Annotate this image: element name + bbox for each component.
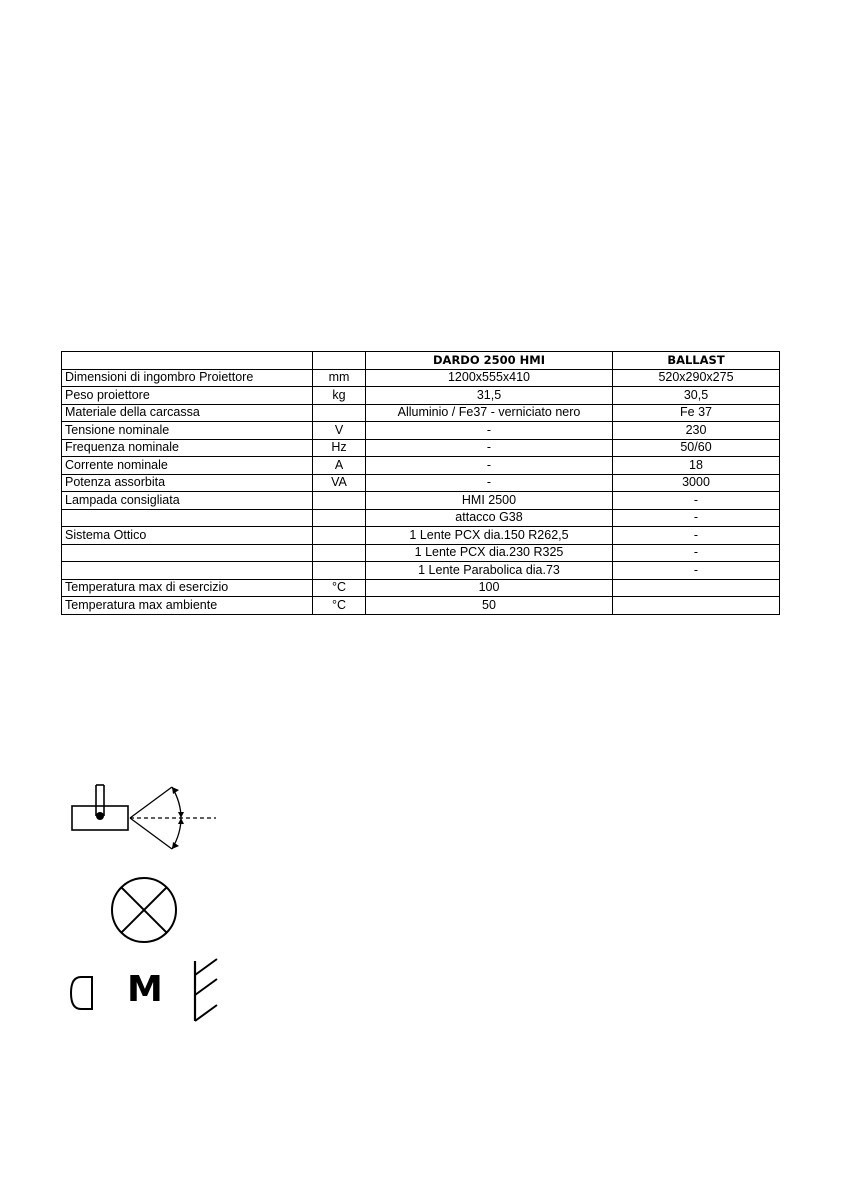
- cell-unit: [313, 509, 366, 527]
- cell-ballast: -: [613, 492, 780, 510]
- cell-ballast: BALLAST: [613, 352, 780, 370]
- table-row: [62, 439, 780, 457]
- cell-unit: [313, 527, 366, 545]
- cell-parameter: [62, 509, 313, 527]
- table-row: [62, 509, 780, 527]
- cell-ballast: -: [613, 527, 780, 545]
- cell-unit: [313, 492, 366, 510]
- lamp-icon: [108, 874, 180, 946]
- cell-dardo: DARDO 2500 HMI: [366, 352, 613, 370]
- cell-parameter: Sistema Ottico: [62, 527, 313, 545]
- cell-parameter: [62, 544, 313, 562]
- table-row: [62, 474, 780, 492]
- table-row: [62, 369, 780, 387]
- spec-table-body: [62, 352, 780, 615]
- table-row: [62, 579, 780, 597]
- cell-unit: kg: [313, 387, 366, 405]
- cell-dardo: attacco G38: [366, 509, 613, 527]
- cell-dardo: 1 Lente PCX dia.230 R325: [366, 544, 613, 562]
- table-row: [62, 597, 780, 615]
- cell-parameter: Frequenza nominale: [62, 439, 313, 457]
- table-row: [62, 544, 780, 562]
- cell-dardo: 1 Lente Parabolica dia.73: [366, 562, 613, 580]
- cell-ballast: 18: [613, 457, 780, 475]
- cell-unit: °C: [313, 597, 366, 615]
- cell-parameter: Tensione nominale: [62, 422, 313, 440]
- table-row: [62, 404, 780, 422]
- cell-ballast: [613, 597, 780, 615]
- cell-ballast: 230: [613, 422, 780, 440]
- table-row: [62, 387, 780, 405]
- cell-ballast: -: [613, 509, 780, 527]
- cell-ballast: 3000: [613, 474, 780, 492]
- cell-dardo: 100: [366, 579, 613, 597]
- cell-parameter: Lampada consigliata: [62, 492, 313, 510]
- cell-parameter: Peso proiettore: [62, 387, 313, 405]
- cell-dardo: -: [366, 457, 613, 475]
- table-row: [62, 527, 780, 545]
- cell-parameter: Potenza assorbita: [62, 474, 313, 492]
- cell-dardo: Alluminio / Fe37 - verniciato nero: [366, 404, 613, 422]
- cell-ballast: 30,5: [613, 387, 780, 405]
- cell-dardo: -: [366, 422, 613, 440]
- cell-parameter: Temperatura max di esercizio: [62, 579, 313, 597]
- cell-ballast: -: [613, 544, 780, 562]
- cell-parameter: Materiale della carcassa: [62, 404, 313, 422]
- cell-unit: [313, 352, 366, 370]
- cell-ballast: [613, 579, 780, 597]
- cell-unit: mm: [313, 369, 366, 387]
- cell-ballast: -: [613, 562, 780, 580]
- cell-unit: V: [313, 422, 366, 440]
- mounting-surface-icon: [190, 955, 222, 1025]
- cell-unit: [313, 404, 366, 422]
- cell-unit: A: [313, 457, 366, 475]
- cell-parameter: [62, 352, 313, 370]
- cell-dardo: 1200x555x410: [366, 369, 613, 387]
- cell-dardo: -: [366, 439, 613, 457]
- table-row: [62, 562, 780, 580]
- cell-ballast: 520x290x275: [613, 369, 780, 387]
- tilt-angle-icon: [68, 780, 218, 855]
- cell-unit: VA: [313, 474, 366, 492]
- cell-unit: [313, 562, 366, 580]
- spec-table: [61, 351, 780, 615]
- table-row: [62, 492, 780, 510]
- table-row: [62, 422, 780, 440]
- cell-dardo: HMI 2500: [366, 492, 613, 510]
- table-row: [62, 457, 780, 475]
- table-header-row: [62, 352, 780, 370]
- cell-unit: °C: [313, 579, 366, 597]
- cell-ballast: 50/60: [613, 439, 780, 457]
- m-symbol: M: [127, 969, 163, 1010]
- cell-dardo: 50: [366, 597, 613, 615]
- cell-dardo: -: [366, 474, 613, 492]
- cell-ballast: Fe 37: [613, 404, 780, 422]
- cell-unit: [313, 544, 366, 562]
- cell-parameter: Dimensioni di ingombro Proiettore: [62, 369, 313, 387]
- half-round-icon: [68, 974, 98, 1012]
- cell-dardo: 31,5: [366, 387, 613, 405]
- cell-dardo: 1 Lente PCX dia.150 R262,5: [366, 527, 613, 545]
- cell-parameter: [62, 562, 313, 580]
- cell-parameter: Temperatura max ambiente: [62, 597, 313, 615]
- cell-unit: Hz: [313, 439, 366, 457]
- cell-parameter: Corrente nominale: [62, 457, 313, 475]
